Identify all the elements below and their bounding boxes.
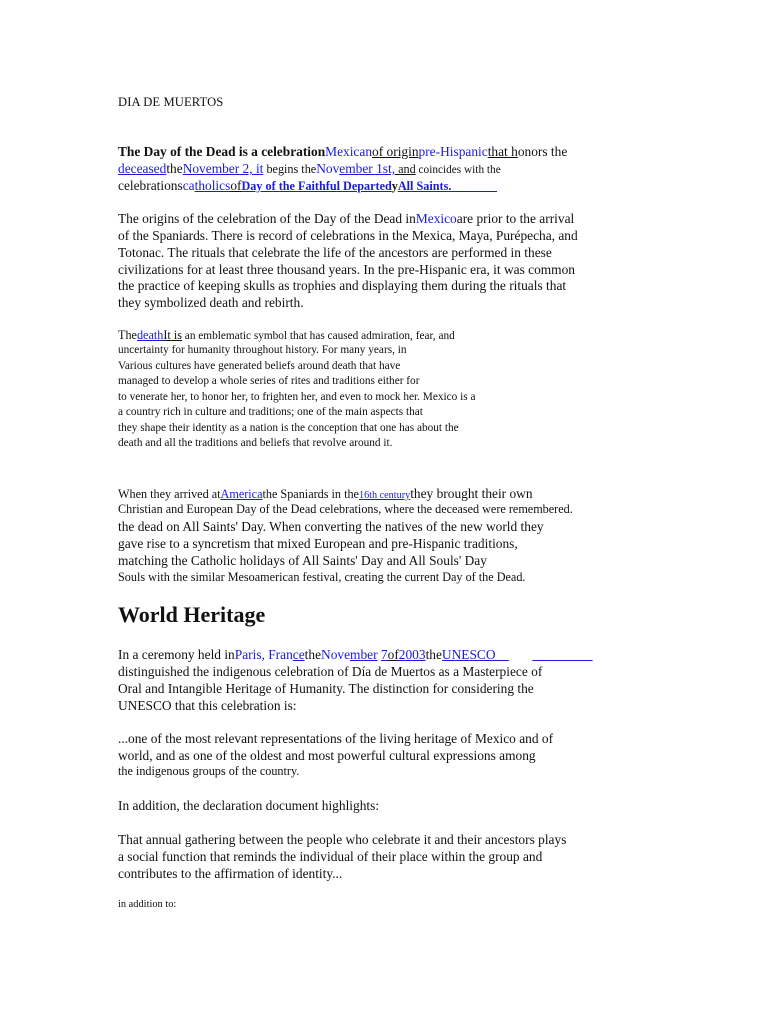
heritage-text-of: of <box>387 647 399 662</box>
link-7[interactable]: 7 <box>380 647 388 662</box>
section-heading-world-heritage: World Heritage <box>118 602 266 627</box>
heritage-line-3: Oral and Intangible Heritage of Humanity. The distinction for considering the <box>118 681 534 696</box>
link-paris-a[interactable]: Paris, Fran <box>234 647 293 662</box>
origins-text-a: The origins of the celebration of the Day of the Dead in <box>118 211 416 226</box>
origins-line-3: Totonac. The rituals that celebrate the life of the ancestors are performed in these <box>118 245 552 260</box>
spaniards-text-c: they brought their own <box>410 486 533 501</box>
origins-line-1 <box>118 212 574 225</box>
death-line-6: a country rich in culture and traditions; one of the main aspects that <box>118 406 423 418</box>
link-paris-b[interactable]: ce <box>292 647 305 662</box>
death-line-1 <box>118 329 455 342</box>
heritage-line-2: distinguished the indigenous celebration of Día de Muertos as a Masterpiece of <box>118 664 543 679</box>
link-deceased[interactable]: deceased <box>118 161 167 176</box>
heritage-line-4: UNESCO that this celebration is: <box>118 698 297 713</box>
spaniards-line-6: Souls with the similar Mesoamerican festival, creating the current Day of the Dead. <box>118 570 526 584</box>
death-text-the: The <box>118 328 137 342</box>
link-all-saints[interactable]: All Saints.​ <box>397 179 498 193</box>
link-unesco[interactable]: UNESCO <box>441 647 496 662</box>
link-november-a[interactable]: Nove <box>321 647 351 662</box>
spaniards-text-a: When they arrived at <box>118 487 221 501</box>
origins-line-4: civilizations for at least three thousand years. In the pre-Hispanic era, it was common <box>118 262 575 277</box>
intro-line-3 <box>118 179 497 192</box>
link-catholics-a[interactable]: ca <box>182 178 195 193</box>
origins-line-2: of the Spaniards. There is record of celebrations in the Mexica, Maya, Purépecha, and <box>118 228 578 243</box>
text-celebrations: celebrations <box>118 178 183 193</box>
death-line-2: uncertainty for humanity throughout history. For many years, in <box>118 344 407 356</box>
link-november-1-b[interactable]: ember 1st, <box>339 161 396 176</box>
origins-line-6: they symbolized death and rebirth. <box>118 295 304 310</box>
link-16th-century[interactable]: 16th century <box>358 490 411 501</box>
spaniards-line-4: gave rise to a syncretism that mixed European and pre-Hispanic traditions, <box>118 536 518 551</box>
death-text-it-is: It is <box>163 328 182 342</box>
death-line-4: managed to develop a whole series of rites and traditions either for <box>118 375 420 387</box>
spaniards-text-b: the Spaniards in the <box>262 487 359 501</box>
text-y: y <box>391 179 398 193</box>
heritage-text-the-2: the <box>425 647 442 662</box>
text-coincides: coincides with the <box>415 164 501 176</box>
text-of-origin: of origin <box>372 144 419 159</box>
spaniards-line-3: the dead on All Saints' Day. When converting the natives of the new world they <box>118 519 544 534</box>
text-of: of <box>230 178 242 193</box>
quote-line-2: world, and as one of the oldest and most powerful cultural expressions among <box>118 748 536 763</box>
origins-text-b: are prior to the arrival <box>456 211 575 226</box>
gathering-line-2: a social function that reminds the individual of their place within the group and <box>118 849 543 864</box>
gathering-line-3: contributes to the affirmation of identity... <box>118 866 343 881</box>
link-mexican[interactable]: Mexican <box>325 144 373 159</box>
death-line-5: to venerate her, to honor her, to frighten her, and even to mock her. Mexico is a <box>118 391 476 403</box>
link-november-1-a[interactable]: Nov <box>316 161 340 176</box>
text-the: the <box>166 161 183 176</box>
spaniards-line-5: matching the Catholic holidays of All Saints' Day and All Souls' Day <box>118 553 487 568</box>
intro-line-2 <box>118 162 501 176</box>
link-catholics-b[interactable]: tholics <box>194 178 231 193</box>
spaniards-line-1 <box>118 487 533 501</box>
document-title: DIA DE MUERTOS <box>118 95 224 109</box>
link-america[interactable]: America <box>220 487 263 501</box>
link-blank[interactable] <box>532 647 592 662</box>
link-day-of-faithful-departed[interactable]: Day of the Faithful Departed <box>241 179 392 193</box>
gathering-line-1: That annual gathering between the people who celebrate it and their ancestors plays <box>118 832 567 847</box>
intro-bold-text: The Day of the Dead is a celebration <box>118 144 326 159</box>
text-and: and <box>395 162 416 176</box>
death-line-7: they shape their identity as a nation is the conception that one has about the <box>118 422 459 434</box>
origins-line-5: the practice of keeping skulls as trophies and displaying them during the rituals that <box>118 278 567 293</box>
text-that-h: that h <box>487 144 518 159</box>
link-death[interactable]: death <box>136 328 164 342</box>
death-line-3: Various cultures have generated beliefs around death that have <box>118 360 401 372</box>
link-mexico[interactable]: Mexico <box>415 211 457 226</box>
heritage-text-the: the <box>304 647 322 662</box>
quote-line-1: ...one of the most relevant representations of the living heritage of Mexico and of <box>118 731 554 746</box>
text-begins-the: begins the <box>263 162 317 176</box>
link-pre-hispanic[interactable]: pre-Hispanic <box>418 144 488 159</box>
heritage-text-a: In a ceremony held in <box>118 647 235 662</box>
quote-line-3: the indigenous groups of the country. <box>118 764 300 778</box>
text-onors-the: onors the <box>517 144 568 159</box>
in-addition-to-line: in addition to: <box>118 899 177 910</box>
link-november-b[interactable]: mber <box>350 647 378 662</box>
heritage-line-1 <box>118 648 593 661</box>
link-2003[interactable]: 2003 <box>398 647 426 662</box>
death-line-8: death and all the traditions and beliefs that revolve around it. <box>118 437 393 449</box>
link-november-2[interactable]: November 2, it <box>182 161 264 176</box>
spaniards-line-2: Christian and European Day of the Dead celebrations, where the deceased were remembered. <box>118 502 573 516</box>
death-text-rest: an emblematic symbol that has caused admiration, fear, and <box>181 330 455 342</box>
intro-line-1 <box>118 145 567 158</box>
highlights-line: In addition, the declaration document highlights: <box>118 798 380 813</box>
